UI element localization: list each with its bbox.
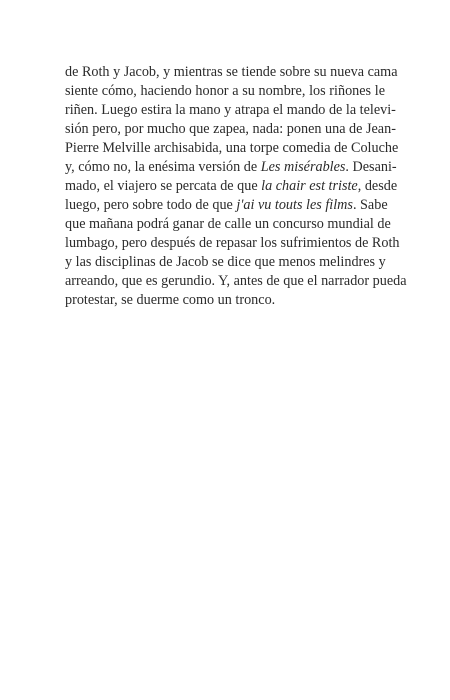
italic-phrase: j'ai vu touts les films <box>236 197 353 213</box>
text-line: riñen. Luego estira la mano y atrapa el mando de la televi- <box>65 102 396 118</box>
text-line: y las disciplinas de Jacob se dice que menos melindres y <box>65 254 386 270</box>
body-paragraph <box>65 63 407 310</box>
text-run: . Desani- <box>345 159 397 175</box>
text-run: , desde <box>357 178 398 194</box>
text-line: arreando, que es gerundio. Y, antes de que el narrador pueda <box>65 273 407 289</box>
text-line: Pierre Melville archisabida, una torpe comedia de Coluche <box>65 140 399 156</box>
text-line: protestar, se duerme como un tronco. <box>65 292 276 308</box>
text-line <box>65 196 388 215</box>
text-line <box>65 158 397 177</box>
text-run: mado, el viajero se percata de que <box>65 178 262 194</box>
text-line: que mañana podrá ganar de calle un concurso mundial de <box>65 216 391 232</box>
text-line <box>65 177 398 196</box>
italic-title: Les misérables <box>260 159 346 175</box>
text-run: . Sabe <box>352 197 388 213</box>
text-line: siente cómo, haciendo honor a su nombre, los riñones le <box>65 83 385 99</box>
text-line: de Roth y Jacob, y mientras se tiende sobre su nueva cama <box>65 64 398 80</box>
text-run: luego, pero sobre todo de que <box>65 197 237 213</box>
text-line: lumbago, pero después de repasar los sufrimientos de Roth <box>65 235 400 251</box>
italic-phrase: la chair est triste <box>261 178 358 194</box>
text-run: y, cómo no, la enésima versión de <box>65 159 261 175</box>
text-line: sión pero, por mucho que zapea, nada: ponen una de Jean- <box>65 121 396 137</box>
